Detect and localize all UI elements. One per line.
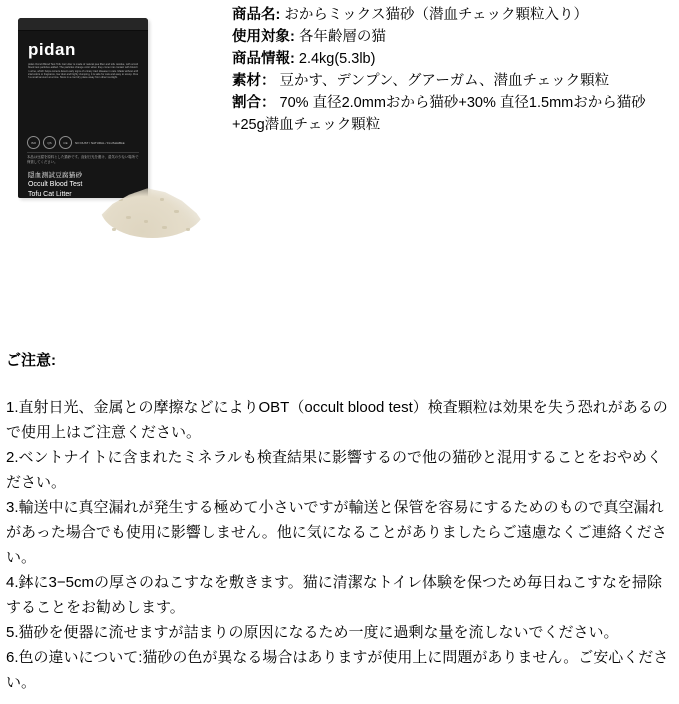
spec-label: 素材： xyxy=(232,73,276,89)
notice-title: ご注意: xyxy=(6,352,56,369)
bag-certification-badges xyxy=(27,136,125,149)
notice-item: 4.鉢に3−5cmの厚さのねこすなを敷きます。猫に清潔なトイレ体験を保つため毎日ねこすなを掃除することをお勧めします。 xyxy=(6,574,663,616)
bag-badge-text: NO DUST / NATURAL / FLUSHABLE xyxy=(75,140,125,145)
notice-item: 6.色の違いについて:猫砂の色が異なる場合はありますが使用上に問題がありません。ご安心ください。 xyxy=(6,649,669,691)
bag-description-text: pidan Occult Blood Test Tofu Cat Litter is made of natural pea fiber and tofu residue, with occult blood test particles added. The particles change color when they come into contact with blood in urine, which helps owners detect early signs of urinary tract disease in cats. Made without artificial colors or fragrance, low dust and highly clumping, it is safe for cats and easy to scoop. Flush a small amount at a time. Store in a cool dry place away from direct sunlight. xyxy=(28,63,138,80)
spec-label: 使用対象: xyxy=(232,29,295,45)
spec-value: 豆かす、デンプン、グアーガム、潜血チェック顆粒 xyxy=(279,73,610,89)
spec-value: 2.4kg(5.3lb) xyxy=(298,51,376,67)
iso-badge-icon: ISO xyxy=(27,136,40,149)
spec-row xyxy=(232,70,676,92)
spec-value: 各年齢層の猫 xyxy=(298,29,386,45)
spec-label: 商品情報: xyxy=(232,51,295,67)
spec-row xyxy=(232,92,676,136)
spec-label: 商品名: xyxy=(232,7,281,23)
qs-badge-icon: QS xyxy=(43,136,56,149)
bag-top-seal xyxy=(18,18,148,31)
notice-item: 3.輸送中に真空漏れが発生する極めて小さいですが輸送と保管を容易にするためのもので真空漏れがあった場合でも使用に影響しません。他に気になることがありましたらご遠慮なくご連絡ください。 xyxy=(6,499,667,566)
bag-small-print: 本品は豆腐を原料とした猫砂です。直射日光を避け、湿気の少ない場所で保管してください。 xyxy=(27,155,139,164)
spec-label: 割合： xyxy=(232,95,276,111)
bag-title-english-line1: Occult Blood Test xyxy=(28,181,83,188)
bag-title-chinese: 隠血測試豆腐猫砂 xyxy=(28,172,83,179)
spec-value: おからミックス猫砂（潜血チェック顆粒入り） xyxy=(284,7,589,23)
notice-item: 2.ベントナイトに含まれたミネラルも検査結果に影響するので他の猫砂と混用することをおやめください。 xyxy=(6,449,663,491)
ce-badge-icon: CE xyxy=(59,136,72,149)
spec-value: 70% 直径2.0mmおから猫砂+30% 直径1.5mmおから猫砂+25g潜血チェック顆粒 xyxy=(232,95,646,133)
product-photo xyxy=(8,8,213,258)
bag-title-english-line2: Tofu Cat Litter xyxy=(28,191,72,198)
bag-divider xyxy=(27,152,139,153)
notice-section xyxy=(6,348,674,695)
spec-row xyxy=(232,48,676,70)
spec-row xyxy=(232,4,676,26)
product-spec-list xyxy=(232,4,676,136)
spec-row xyxy=(232,26,676,48)
notice-item: 1.直射日光、金属との摩擦などによりOBT（occult blood test）検査顆粒は効果を失う恐れがあるので使用上はご注意ください。 xyxy=(6,399,668,441)
notice-item: 5.猫砂を便器に流せますが詰まりの原因になるため一度に過剰な量を流しないでください。 xyxy=(6,624,619,641)
brand-logo: pidan xyxy=(28,40,76,59)
litter-bag-package xyxy=(18,18,148,198)
